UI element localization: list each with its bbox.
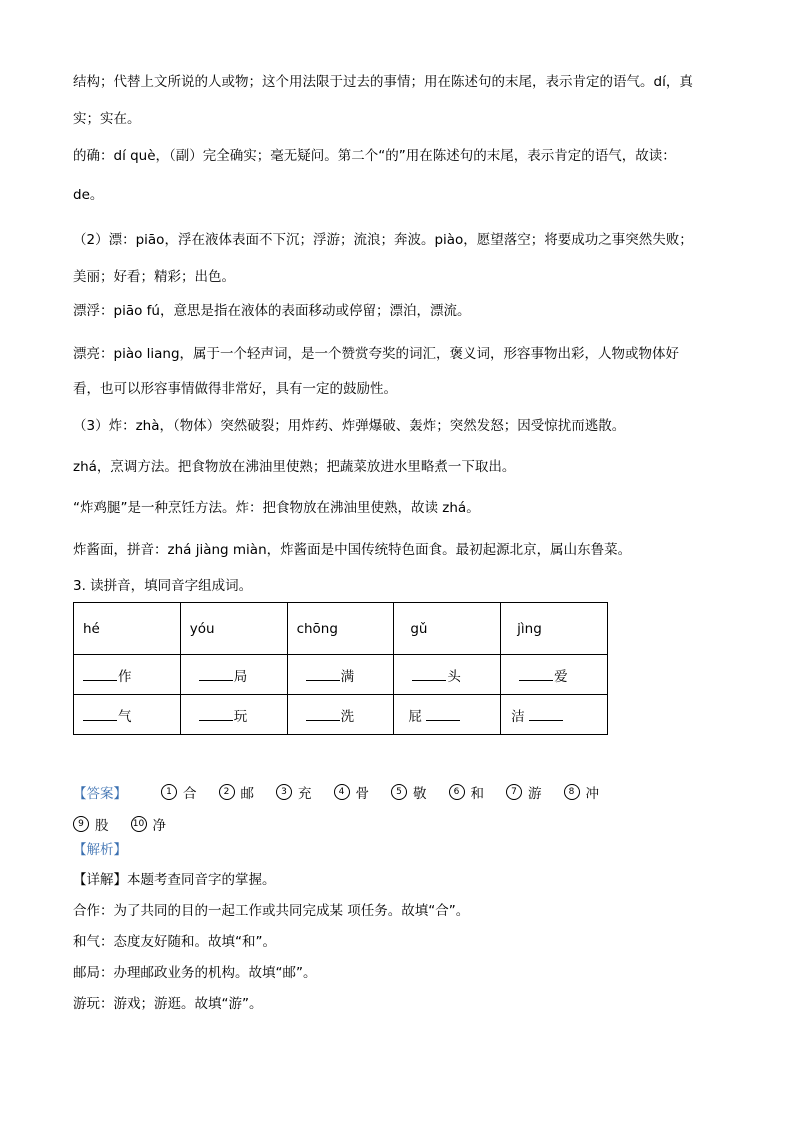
analysis-line: 合作：为了共同的目的一起工作或共同完成某 项任务。故填“合”。	[73, 903, 470, 919]
circled-number-icon: 1	[161, 784, 177, 800]
pinyin-cell: chōng	[287, 603, 394, 655]
text-line: 结构；代替上文所说的人或物；这个用法限于过去的事情；用在陈述句的末尾，表示肯定的语气。dí，真	[73, 74, 693, 90]
paragraph-piaofu	[73, 301, 723, 321]
answer-item: 4 骨	[334, 782, 370, 802]
paragraph-zhajitui	[73, 498, 723, 518]
text-line: （2）漂：piāo，浮在液体表面不下沉；浮游；流浪；奔波。piào，愿望落空；将要成功之事突然失败；	[73, 232, 693, 248]
text-line: （3）炸：zhà，（物体）突然破裂；用炸药、炸弹爆破、轰炸；突然发怒；因受惊扰而逃散。	[73, 418, 626, 434]
answer-item: 3 充	[276, 782, 312, 802]
text-line: 漂浮：piāo fú，意思是指在液体的表面移动或停留；漂泊，漂流。	[73, 303, 471, 319]
analysis-line: 游玩：游戏；游逛。故填“游”。	[73, 996, 263, 1012]
fill-cell: 局	[180, 655, 287, 695]
fill-row	[74, 695, 608, 735]
analysis-line: 【详解】本题考查同音字的掌握。	[73, 872, 276, 888]
answer-item: 7 游	[506, 782, 542, 802]
fill-cell: 满	[287, 655, 394, 695]
blank-field[interactable]	[199, 666, 233, 681]
text-line: zhá，烹调方法。把食物放在沸油里使熟；把蔬菜放进水里略煮一下取出。	[73, 459, 516, 475]
paragraph-de-structure	[73, 72, 723, 129]
fill-cell: 屁	[394, 695, 501, 735]
paragraph-zha-cooking	[73, 457, 723, 477]
circled-number-icon: 4	[334, 784, 350, 800]
paragraph-zhajiangmian	[73, 540, 723, 560]
text-line: 实；实在。	[73, 111, 141, 127]
answer-row	[73, 808, 733, 840]
paragraph-zha	[73, 416, 723, 436]
analysis-section	[73, 840, 723, 1014]
answer-item: 10 净	[131, 814, 167, 834]
circled-number-icon: 8	[564, 784, 580, 800]
circled-number-icon: 2	[219, 784, 235, 800]
text-line: 美丽；好看；精彩；出色。	[73, 269, 235, 285]
answer-label: 【答案】	[73, 786, 127, 802]
blank-field[interactable]	[199, 706, 233, 721]
answer-item: 5 敬	[391, 782, 427, 802]
homophone-table	[73, 602, 608, 735]
text-line: 漂亮：piào liang，属于一个轻声词，是一个赞赏夸奖的词汇，褒义词，形容事物出彩，人物或物体好	[73, 346, 680, 362]
text-line: 的确：dí què，（副）完全确实；毫无疑问。第二个“的”用在陈述句的末尾，表示肯定的语气，故读：	[73, 148, 676, 164]
blank-field[interactable]	[412, 666, 446, 681]
circled-number-icon: 9	[73, 816, 89, 832]
answer-section	[73, 776, 733, 840]
blank-field[interactable]	[83, 706, 117, 721]
answer-item: 2 邮	[219, 782, 255, 802]
pinyin-cell: jìng	[501, 603, 608, 655]
pinyin-row	[74, 603, 608, 655]
answer-item: 9 股	[73, 814, 109, 834]
blank-field[interactable]	[519, 666, 553, 681]
text-line: 看，也可以形容事情做得非常好，具有一定的鼓励性。	[73, 381, 397, 397]
circled-number-icon: 3	[276, 784, 292, 800]
circled-number-icon: 6	[449, 784, 465, 800]
text-line: “炸鸡腿”是一种烹饪方法。炸：把食物放在沸油里使熟，故读 zhá。	[73, 500, 480, 516]
question-3-title	[73, 576, 723, 596]
blank-field[interactable]	[306, 706, 340, 721]
text-line: de。	[73, 187, 104, 203]
paragraph-dique	[73, 146, 723, 205]
blank-field[interactable]	[306, 666, 340, 681]
blank-field[interactable]	[83, 666, 117, 681]
fill-cell: 洁	[501, 695, 608, 735]
paragraph-piaoliang	[73, 344, 723, 399]
answer-item: 1 合	[161, 782, 197, 802]
circled-number-icon: 5	[391, 784, 407, 800]
pinyin-cell: yóu	[180, 603, 287, 655]
answer-row	[73, 776, 733, 808]
pinyin-cell: gǔ	[394, 603, 501, 655]
circled-number-icon: 7	[506, 784, 522, 800]
question-title: 3. 读拼音，填同音字组成词。	[73, 578, 253, 594]
fill-cell: 气	[74, 695, 181, 735]
answer-item: 8 冲	[564, 782, 600, 802]
fill-cell: 玩	[180, 695, 287, 735]
answer-item: 6 和	[449, 782, 485, 802]
blank-field[interactable]	[426, 706, 460, 721]
fill-cell: 爱	[501, 655, 608, 695]
fill-cell: 头	[394, 655, 501, 695]
fill-cell: 洗	[287, 695, 394, 735]
analysis-label: 【解析】	[73, 842, 127, 858]
blank-field[interactable]	[529, 706, 563, 721]
text-line: 炸酱面，拼音：zhá jiàng miàn，炸酱面是中国传统特色面食。最初起源北京，属山东鲁菜。	[73, 542, 632, 558]
fill-row	[74, 655, 608, 695]
fill-cell: 作	[74, 655, 181, 695]
analysis-line: 和气：态度友好随和。故填“和”。	[73, 934, 276, 950]
circled-number-icon: 10	[131, 816, 147, 832]
analysis-line: 邮局：办理邮政业务的机构。故填“邮”。	[73, 965, 317, 981]
pinyin-cell: hé	[74, 603, 181, 655]
paragraph-piao	[73, 230, 723, 287]
